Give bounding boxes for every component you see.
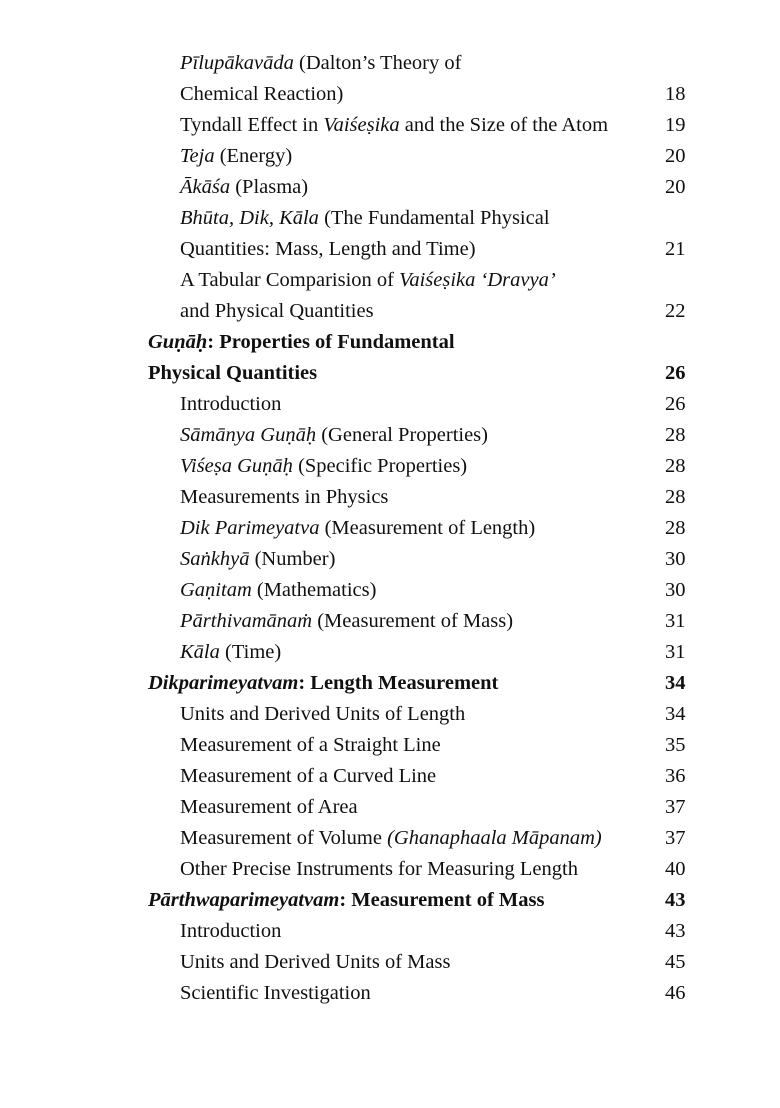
toc-entry-line <box>0 823 780 854</box>
title-run: : Properties of Fundamental <box>207 331 455 353</box>
toc-entry-title <box>180 575 665 606</box>
toc-entry-line <box>0 947 780 978</box>
toc-entry-line <box>0 482 780 513</box>
title-run: A Tabular Comparision of <box>180 269 400 291</box>
toc-entry[interactable] <box>0 389 780 420</box>
toc-entry-line <box>0 699 780 730</box>
toc-entry-line <box>0 389 780 420</box>
toc-entry-title <box>180 947 665 978</box>
title-italic-run: Dik Parimeyatva <box>180 517 320 539</box>
title-run: (Mathematics) <box>251 579 377 601</box>
toc-entry-line <box>0 172 780 203</box>
toc-entry-title <box>180 916 665 947</box>
title-run: Introduction <box>180 920 282 942</box>
title-run: Introduction <box>180 393 282 415</box>
toc-entry[interactable] <box>0 823 780 854</box>
toc-entry-line <box>0 730 780 761</box>
toc-entry-title <box>180 389 665 420</box>
toc-entry-page-number: 20 <box>665 145 686 167</box>
title-italic-run: Vaiśeṣika <box>323 114 400 136</box>
toc-entry-line <box>0 327 780 358</box>
toc-entry-line <box>0 854 780 885</box>
title-italic-run: Kāla <box>180 641 220 663</box>
title-run: Measurement of a Straight Line <box>180 734 441 756</box>
title-run: (The Fundamental Physical <box>318 207 550 229</box>
title-italic-run: Teja <box>180 145 215 167</box>
toc-entry-title <box>148 668 665 699</box>
toc-entry[interactable] <box>0 420 780 451</box>
title-run: (Specific Properties) <box>292 455 468 477</box>
title-run: Measurement of a Curved Line <box>180 765 437 787</box>
toc-entry-page-number: 43 <box>665 920 686 942</box>
toc-entry-line <box>0 296 780 327</box>
toc-entry[interactable] <box>0 916 780 947</box>
toc-entry-title <box>180 513 665 544</box>
title-run: Measurements in Physics <box>180 486 389 508</box>
title-run: (Number) <box>249 548 336 570</box>
toc-entry-line <box>0 544 780 575</box>
title-run: : Length Measurement <box>298 672 499 694</box>
toc-entry-title <box>180 141 665 172</box>
toc-entry-page-number: 19 <box>665 114 686 136</box>
title-italic-run: (Ghanaphaala Māpanam) <box>387 827 602 849</box>
toc-entry-line <box>0 420 780 451</box>
title-run: (Measurement of Mass) <box>312 610 514 632</box>
toc-entry-line <box>0 141 780 172</box>
toc-entry-title <box>148 327 665 358</box>
toc-entry-title <box>180 420 665 451</box>
title-run: (Measurement of Length) <box>319 517 536 539</box>
toc-entry[interactable] <box>0 885 780 916</box>
title-italic-run: Pārthivamānaṁ <box>180 610 313 632</box>
toc-entry-line <box>0 203 780 234</box>
toc-entry-title <box>148 885 665 916</box>
toc-entry-title <box>180 203 665 234</box>
toc-entry[interactable] <box>0 513 780 544</box>
toc-entry-line <box>0 358 780 389</box>
toc-entry-line <box>0 606 780 637</box>
toc-entry-line <box>0 978 780 1009</box>
title-run: and Physical Quantities <box>180 300 374 322</box>
toc-entry[interactable] <box>0 172 780 203</box>
title-italic-run: Guṇāḥ <box>148 331 208 353</box>
toc-entry-line <box>0 265 780 296</box>
toc-entry-line <box>0 513 780 544</box>
toc-entry-title <box>148 358 665 389</box>
toc-entry-title <box>180 823 665 854</box>
toc-entry[interactable] <box>0 265 780 327</box>
title-italic-run: Saṅkhyā <box>180 548 250 570</box>
toc-entry-page-number: 30 <box>665 579 686 601</box>
title-run: Tyndall Effect in <box>180 114 324 136</box>
toc-entry[interactable] <box>0 792 780 823</box>
title-italic-run: Viśeṣa Guṇāḥ <box>180 455 293 477</box>
title-run: Physical Quantities <box>148 362 318 384</box>
title-run: : Measurement of Mass <box>339 889 545 911</box>
toc-entry-page-number: 26 <box>665 362 686 384</box>
title-run: Scientific Investigation <box>180 982 371 1004</box>
toc-entry[interactable] <box>0 575 780 606</box>
toc-entry-title <box>180 544 665 575</box>
toc-entry-page-number: 34 <box>665 672 686 694</box>
toc-entry[interactable] <box>0 544 780 575</box>
title-italic-run: Pīlupākavāda <box>180 52 294 74</box>
toc-entry[interactable] <box>0 854 780 885</box>
toc-entry-page-number: 37 <box>665 827 686 849</box>
toc-entry-page-number: 28 <box>665 455 686 477</box>
title-run: and the Size of the Atom <box>399 114 609 136</box>
toc-entry[interactable] <box>0 48 780 110</box>
toc-entry-line <box>0 885 780 916</box>
toc-entry[interactable] <box>0 730 780 761</box>
toc-entry-page-number: 35 <box>665 734 686 756</box>
toc-entry-line <box>0 916 780 947</box>
toc-entry-title <box>180 792 665 823</box>
toc-entry-title <box>180 637 665 668</box>
toc-entry[interactable] <box>0 637 780 668</box>
title-italic-run: Pārthwaparimeyatvam <box>148 889 340 911</box>
toc-entry-line <box>0 234 780 265</box>
toc-entry[interactable] <box>0 141 780 172</box>
toc-entry[interactable] <box>0 606 780 637</box>
toc-entry[interactable] <box>0 482 780 513</box>
title-run: Other Precise Instruments for Measuring Length <box>180 858 578 880</box>
title-italic-run: Dikparimeyatvam <box>148 672 299 694</box>
toc-entry-page-number: 21 <box>665 238 686 260</box>
toc-entry-page-number: 20 <box>665 176 686 198</box>
toc-entry-page-number: 30 <box>665 548 686 570</box>
toc-entry-page-number: 37 <box>665 796 686 818</box>
title-italic-run: Ākāśa <box>180 176 231 198</box>
toc-entry-title <box>180 172 665 203</box>
toc-entry-title <box>180 761 665 792</box>
toc-entry-page-number: 43 <box>665 889 686 911</box>
toc-entry-title <box>180 110 665 141</box>
title-run: Quantities: Mass, Length and Time) <box>180 238 476 260</box>
toc-entry-line <box>0 575 780 606</box>
toc-entry-page-number: 36 <box>665 765 686 787</box>
toc-entry-page-number: 31 <box>665 610 686 632</box>
title-run: (General Properties) <box>316 424 488 446</box>
toc-entry-page-number: 28 <box>665 517 686 539</box>
title-run: (Dalton’s Theory of <box>293 52 462 74</box>
toc-entry[interactable] <box>0 327 780 389</box>
toc-entry-page-number: 31 <box>665 641 686 663</box>
toc-entry-title <box>180 265 665 296</box>
toc-entry-page-number: 46 <box>665 982 686 1004</box>
toc-entry[interactable] <box>0 110 780 141</box>
toc-entry[interactable] <box>0 451 780 482</box>
title-run: (Energy) <box>214 145 293 167</box>
title-run: Units and Derived Units of Mass <box>180 951 451 973</box>
toc-entry-page-number: 34 <box>665 703 686 725</box>
toc-entry-title <box>180 48 665 79</box>
title-italic-run: Gaṇitam <box>180 579 252 601</box>
toc-entry[interactable] <box>0 699 780 730</box>
title-run: Measurement of Area <box>180 796 358 818</box>
title-run: Measurement of Volume <box>180 827 388 849</box>
toc-entry[interactable] <box>0 203 780 265</box>
toc-entry-page-number: 28 <box>665 424 686 446</box>
title-italic-run: Sāmānya Guṇāḥ <box>180 424 317 446</box>
toc-entry-page-number: 28 <box>665 486 686 508</box>
toc-entry-line <box>0 668 780 699</box>
toc-entry-page-number: 22 <box>665 300 686 322</box>
toc-entry-line <box>0 637 780 668</box>
toc-entry[interactable] <box>0 761 780 792</box>
toc-entry-page-number: 26 <box>665 393 686 415</box>
table-of-contents <box>0 48 780 1009</box>
toc-entry-page-number: 18 <box>665 83 686 105</box>
toc-entry-title <box>180 296 665 327</box>
title-italic-run: Vaiśeṣika ‘Dravya’ <box>399 269 556 291</box>
toc-entry-line <box>0 79 780 110</box>
toc-entry-line <box>0 761 780 792</box>
title-italic-run: Bhūta, Dik, Kāla <box>180 207 319 229</box>
title-run: (Plasma) <box>230 176 309 198</box>
toc-entry-title <box>180 978 665 1009</box>
toc-entry-title <box>180 451 665 482</box>
toc-entry-title <box>180 854 665 885</box>
toc-entry-page-number: 40 <box>665 858 686 880</box>
toc-entry-title <box>180 234 665 265</box>
toc-entry-title <box>180 482 665 513</box>
title-run: Chemical Reaction) <box>180 83 344 105</box>
toc-entry-line <box>0 48 780 79</box>
toc-entry-title <box>180 606 665 637</box>
toc-entry[interactable] <box>0 978 780 1009</box>
toc-entry-line <box>0 451 780 482</box>
toc-entry[interactable] <box>0 947 780 978</box>
toc-entry-title <box>180 79 665 110</box>
toc-entry-line <box>0 792 780 823</box>
toc-entry-line <box>0 110 780 141</box>
title-run: (Time) <box>219 641 282 663</box>
title-run: Units and Derived Units of Length <box>180 703 466 725</box>
toc-entry-title <box>180 699 665 730</box>
toc-entry-page-number: 45 <box>665 951 686 973</box>
toc-entry-title <box>180 730 665 761</box>
toc-entry[interactable] <box>0 668 780 699</box>
